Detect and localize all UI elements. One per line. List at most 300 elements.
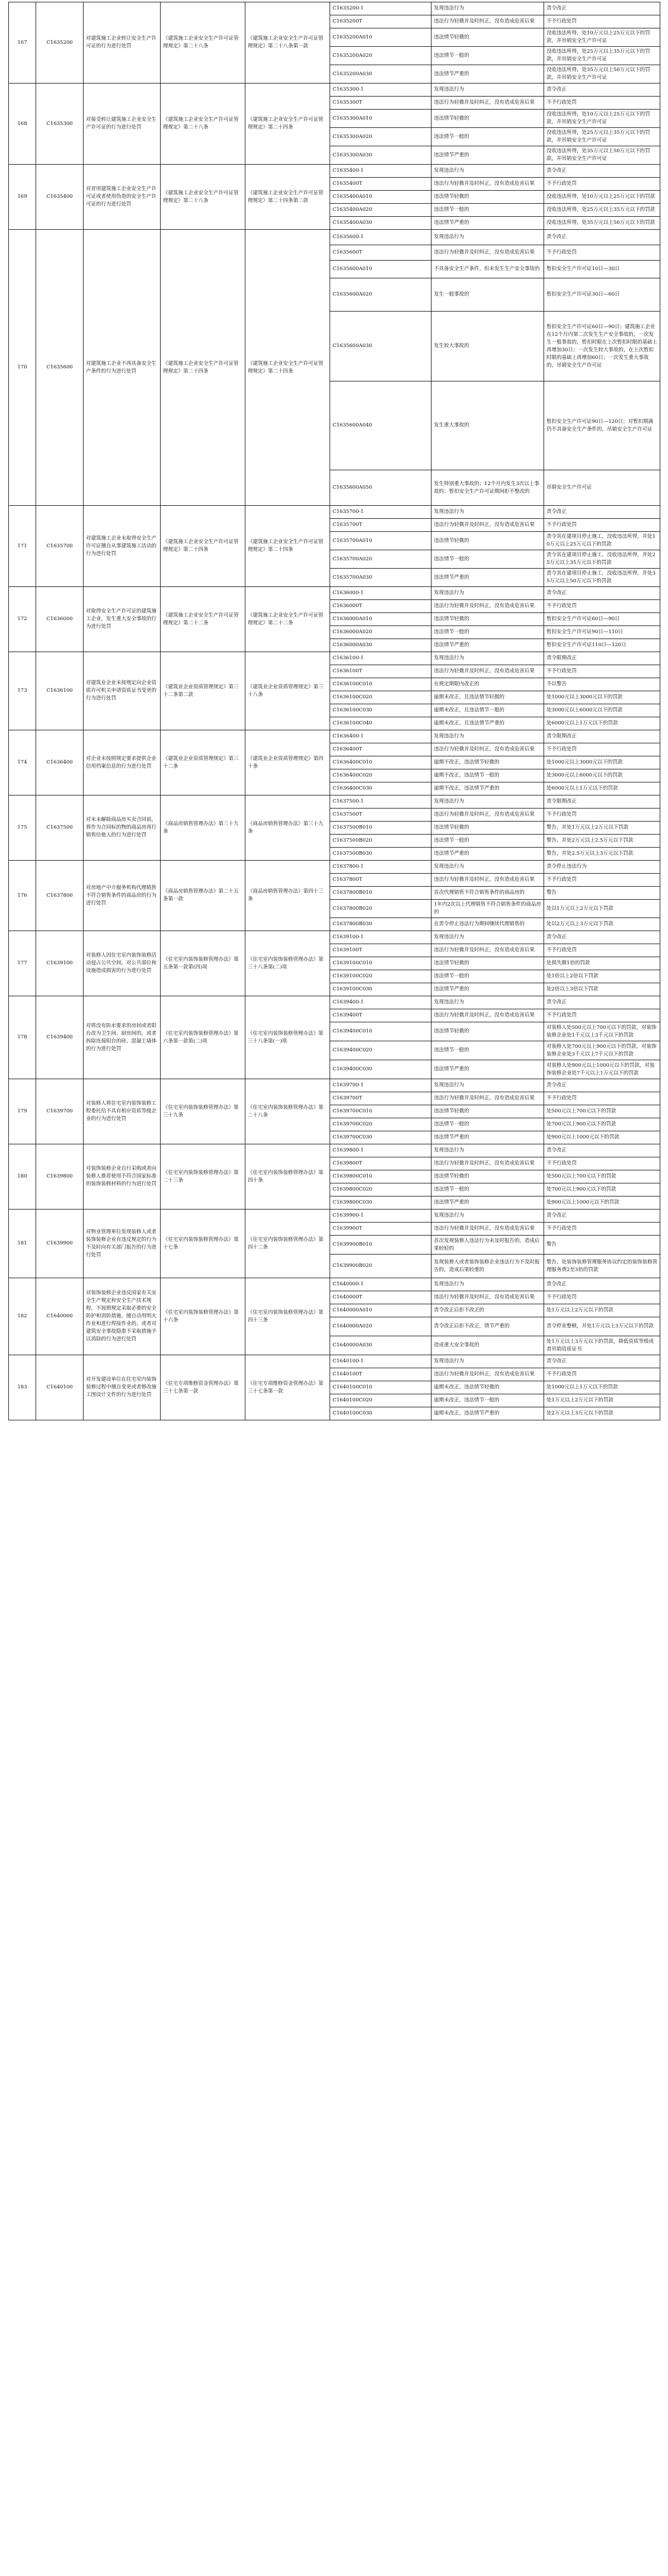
sub-code: C1637500-1 xyxy=(330,795,432,809)
sub-code: C1635200-1 xyxy=(330,2,432,15)
penalty-standard: 责令停业整顿，并处1万元以上3万元以下的罚款 xyxy=(544,1317,660,1336)
penalty-standard: 责令改正 xyxy=(544,2,660,15)
item-number: 179 xyxy=(9,1079,36,1144)
violation-circumstance: 违法情节严重的 xyxy=(432,1060,544,1079)
violation-circumstance: 违法情节一般的 xyxy=(432,550,544,569)
legal-basis: 《住宅室内装饰装修管理办法》第六条第一款第(二)项 xyxy=(161,996,245,1079)
violation-circumstance: 违法情节严重的 xyxy=(432,983,544,996)
sub-code: C1637800-1 xyxy=(330,861,432,874)
legal-basis: 《住宅室内装饰装修管理办法》第五条第一款第(四)项 xyxy=(161,931,245,996)
sub-code: C1636100-1 xyxy=(330,652,432,665)
sub-code: C1639100-1 xyxy=(330,931,432,944)
penalty-standard: 暂扣安全生产许可证30日—60日 xyxy=(544,278,660,312)
item-number: 183 xyxy=(9,1355,36,1420)
violation-circumstance: 发现违法行为 xyxy=(432,861,544,874)
penalty-basis: 《建筑施工企业安全生产许可证管理规定》第二十四条 xyxy=(245,84,330,165)
penalty-standard: 没收违法所得，处35万元以上50万元以下的罚款，并吊销安全生产许可证 xyxy=(544,65,660,84)
sub-code: C1636000A030 xyxy=(330,639,432,652)
penalty-standard: 吊销安全生产许可证 xyxy=(544,470,660,506)
sub-code: C1639700C030 xyxy=(330,1131,432,1144)
sub-code: C1639100T xyxy=(330,944,432,957)
violation-circumstance: 首次代理销售不符合销售条件的商品房的 xyxy=(432,887,544,900)
sub-code: C1635600A050 xyxy=(330,470,432,506)
violation-circumstance: 发现违法行为 xyxy=(432,230,544,245)
table-row xyxy=(9,230,660,245)
item-code: C1639800 xyxy=(36,1144,84,1210)
penalty-standard: 不予行政处罚 xyxy=(544,97,660,110)
penalty-standard: 处900元以上1000元以下的罚款 xyxy=(544,1196,660,1210)
table-row xyxy=(9,652,660,665)
sub-code: C1637500B020 xyxy=(330,835,432,848)
violation-circumstance: 违法行为轻微并及时纠正，没有造成危害后果 xyxy=(432,519,544,532)
violation-circumstance: 违法行为轻微并及时纠正，没有造成危害后果 xyxy=(432,809,544,822)
item-code: C1640100 xyxy=(36,1355,84,1420)
penalty-standard: 责令改正 xyxy=(544,230,660,245)
violation-circumstance: 责令改正后拒不改正，情节严重的 xyxy=(432,1317,544,1336)
sub-code: C1635300A010 xyxy=(330,110,432,128)
violation-circumstance: 违法情节一般的 xyxy=(432,1118,544,1131)
violation-circumstance: 发现违法行为 xyxy=(432,1144,544,1157)
sub-code: C1640100C020 xyxy=(330,1394,432,1407)
violation-circumstance: 违法情节严重的 xyxy=(432,146,544,165)
violation-circumstance: 造成重大安全事故的 xyxy=(432,1336,544,1355)
penalty-standard: 责令其在建项目停止施工，没收违法所得，并处35万元以上50万元以下的罚款 xyxy=(544,569,660,587)
legal-basis: 《建筑施工企业安全生产许可证管理规定》第二十四条 xyxy=(161,506,245,587)
penalty-basis: 《商品房销售管理办法》第三十九条 xyxy=(245,795,330,861)
penalty-standard: 责令改正 xyxy=(544,1079,660,1092)
violation-circumstance: 发现违法行为 xyxy=(432,1355,544,1368)
violation-circumstance: 违法行为轻微并及时纠正，没有造成危害后果 xyxy=(432,1009,544,1022)
penalty-standard: 不予行政处罚 xyxy=(544,178,660,191)
penalty-basis: 《住宅室内装饰装修管理办法》第二十八条 xyxy=(245,1079,330,1144)
sub-code: C1636100C020 xyxy=(330,691,432,704)
penalty-basis: 《住宅专项维修资金管理办法》第三十七条第一款 xyxy=(245,1355,330,1420)
violation-circumstance: 在责令停止违法行为期间继续代理销售的 xyxy=(432,918,544,931)
penalty-standard: 暂扣安全生产许可证90日—120日；对暂扣期满仍不具备安全生产条件的，吊销安全生产许可证 xyxy=(544,381,660,470)
penalty-standard: 对装修人处900元以上1000元以下的罚款，对装饰装修企业处7千元以上1万元以下的罚款 xyxy=(544,1060,660,1079)
violation-circumstance: 发现违法行为 xyxy=(432,165,544,178)
penalty-standard: 没收违法所得，处35万元以上50万元以下的罚款，并吊销安全生产许可证 xyxy=(544,146,660,165)
sub-code: C1635400T xyxy=(330,178,432,191)
violation-circumstance: 违法情节一般的 xyxy=(432,1041,544,1060)
penalty-standard: 没收违法所得，处25万元以上35万元以下的罚款，并吊销安全生产许可证 xyxy=(544,47,660,65)
item-code: C1639700 xyxy=(36,1079,84,1144)
sub-code: C1635200A030 xyxy=(330,65,432,84)
violation-circumstance: 违法情节轻微的 xyxy=(432,532,544,550)
penalty-standard: 责令改正 xyxy=(544,1210,660,1223)
penalty-standard: 对装修人处500元以上700元以下的罚款，对装饰装修企业处1千元以上3千元以下的罚款 xyxy=(544,1022,660,1041)
violation-circumstance: 违法情节严重的 xyxy=(432,639,544,652)
violation-circumstance: 违法行为轻微并及时纠正，没有造成危害后果 xyxy=(432,665,544,678)
penalty-standard: 责令改正 xyxy=(544,587,660,600)
penalty-basis: 《住宅室内装饰装修管理办法》第四十三条 xyxy=(245,1278,330,1355)
table-row xyxy=(9,861,660,874)
table-row xyxy=(9,84,660,97)
violation-circumstance: 发生较大事故的 xyxy=(432,312,544,381)
penalty-standard: 处3000元以上6000元以下的罚款 xyxy=(544,704,660,717)
penalty-standard: 责令改正 xyxy=(544,931,660,944)
penalty-standard: 警告，处装饰装修管理服务协议约定的装饰装修管理服务费2至3倍的罚款 xyxy=(544,1255,660,1278)
sub-code: C1635400A030 xyxy=(330,217,432,230)
item-number: 170 xyxy=(9,230,36,506)
item-number: 169 xyxy=(9,165,36,230)
penalty-standard: 不予行政处罚 xyxy=(544,1157,660,1170)
document-page xyxy=(8,0,660,1420)
penalty-standard: 处700元以上900元以下的罚款 xyxy=(544,1183,660,1196)
item-name: 对装修人将住宅室内装饰装修工程委托给不具有相应资质等级企业的行为进行处罚 xyxy=(84,1079,161,1144)
sub-code: C1635600A040 xyxy=(330,381,432,470)
violation-circumstance: 逾期未改正，且违法情节一般的 xyxy=(432,704,544,717)
violation-circumstance: 违法情节严重的 xyxy=(432,848,544,861)
sub-code: C1640100T xyxy=(330,1368,432,1381)
sub-code: C1639100C010 xyxy=(330,957,432,970)
sub-code: C1640100C010 xyxy=(330,1381,432,1394)
item-code: C1635200 xyxy=(36,2,84,84)
sub-code: C1639400C030 xyxy=(330,1060,432,1079)
violation-circumstance: 逾期不改正，违法情节轻微的 xyxy=(432,756,544,769)
penalty-standard: 处1倍以上2倍以下罚款 xyxy=(544,970,660,983)
penalty-standard: 暂扣安全生产许可证10日—30日 xyxy=(544,261,660,278)
penalty-standard: 处以2万元以上3万元以下罚款 xyxy=(544,918,660,931)
sub-code: C1639100C020 xyxy=(330,970,432,983)
violation-circumstance: 逾期未改正，且违法情节严重的 xyxy=(432,717,544,730)
sub-code: C1636400-1 xyxy=(330,730,432,743)
legal-basis: 《住宅室内装饰装修管理办法》第十七条 xyxy=(161,1210,245,1278)
sub-code: C1637500T xyxy=(330,809,432,822)
penalty-basis: 《建筑施工企业安全生产许可证管理规定》第二十四条 xyxy=(245,506,330,587)
item-name: 对装修人因住宅室内装饰装修活动侵占公共空间，对公共部位和设施造成损害的行为进行处罚 xyxy=(84,931,161,996)
sub-code: C1636100C030 xyxy=(330,704,432,717)
legal-basis: 《建筑业企业资质管理规定》第三十二条第二款 xyxy=(161,652,245,730)
sub-code: C1636100C010 xyxy=(330,678,432,691)
sub-code: C1635400A020 xyxy=(330,204,432,217)
penalty-basis: 《住宅室内装饰装修管理办法》第四十二条 xyxy=(245,1210,330,1278)
violation-circumstance: 发现违法行为 xyxy=(432,1079,544,1092)
penalty-standard: 予以警告 xyxy=(544,678,660,691)
penalty-standard: 不予行政处罚 xyxy=(544,245,660,261)
item-number: 167 xyxy=(9,2,36,84)
violation-circumstance: 违法情节轻微的 xyxy=(432,110,544,128)
penalty-standard: 不予行政处罚 xyxy=(544,809,660,822)
item-number: 177 xyxy=(9,931,36,996)
legal-basis: 《建筑施工企业安全生产许可证管理规定》第二十四条 xyxy=(161,230,245,506)
violation-circumstance: 发现违法行为 xyxy=(432,730,544,743)
table-row xyxy=(9,587,660,600)
item-code: C1635700 xyxy=(36,506,84,587)
item-name: 对房地产中介服务机构代理销售不符合销售条件的商品房的行为进行处罚 xyxy=(84,861,161,931)
item-name: 对物业管理单位发现装修人或者装饰装修企业有违反规定的行为不及时向有关部门报告的行为进行处罚 xyxy=(84,1210,161,1278)
item-code: C1640000 xyxy=(36,1278,84,1355)
sub-code: C1639700C020 xyxy=(330,1118,432,1131)
item-number: 175 xyxy=(9,795,36,861)
sub-code: C1635200A010 xyxy=(330,28,432,47)
penalty-standard: 处损失额1倍的罚款 xyxy=(544,957,660,970)
violation-circumstance: 违法行为轻微并及时纠正，没有造成危害后果 xyxy=(432,97,544,110)
violation-circumstance: 逾期未改正，且违法情节轻微的 xyxy=(432,691,544,704)
item-name: 对建筑施工企业不再具备安全生产条件的行为进行处罚 xyxy=(84,230,161,506)
item-name: 对装饰装修企业自行采购或者向装修人推荐使用不符合国家标准的装饰装修材料的行为进行处罚 xyxy=(84,1144,161,1210)
item-code: C1639900 xyxy=(36,1210,84,1278)
penalty-basis: 《建筑业企业资质管理规定》第四十条 xyxy=(245,730,330,795)
sub-code: C1637500B030 xyxy=(330,848,432,861)
penalty-standard: 处1万元以上3万元以下的罚款，降低资质等级或者吊销资质证书 xyxy=(544,1336,660,1355)
violation-circumstance: 违法情节轻微的 xyxy=(432,28,544,47)
sub-code: C1636100C040 xyxy=(330,717,432,730)
penalty-standard: 责令停止违法行为 xyxy=(544,861,660,874)
penalty-standard: 暂扣安全生产许可证110日—120日 xyxy=(544,639,660,652)
item-number: 168 xyxy=(9,84,36,165)
violation-circumstance: 发现违法行为 xyxy=(432,931,544,944)
penalty-standard: 没收违法所得，处10万元以上25万元以下的罚款，并吊销安全生产许可证 xyxy=(544,110,660,128)
penalty-standard: 责令改正 xyxy=(544,1355,660,1368)
item-code: C1636100 xyxy=(36,652,84,730)
sub-code: C1637800B030 xyxy=(330,918,432,931)
penalty-standard: 处700元以上900元以下的罚款 xyxy=(544,1118,660,1131)
item-code: C1639100 xyxy=(36,931,84,996)
legal-basis: 《建筑施工企业安全生产许可证管理规定》第二十八条 xyxy=(161,165,245,230)
penalty-standard: 责令改正 xyxy=(544,84,660,97)
sub-code: C1635700T xyxy=(330,519,432,532)
legal-basis: 《商品房销售管理办法》第三十九条 xyxy=(161,795,245,861)
sub-code: C1636400C010 xyxy=(330,756,432,769)
penalty-standard: 警告 xyxy=(544,887,660,900)
table-row xyxy=(9,795,660,809)
penalty-standard: 责令改正 xyxy=(544,1278,660,1291)
violation-circumstance: 违法情节严重的 xyxy=(432,1196,544,1210)
violation-circumstance: 发现违法行为 xyxy=(432,587,544,600)
sub-code: C1635300A030 xyxy=(330,146,432,165)
violation-circumstance: 违法行为轻微并及时纠正，没有造成危害后果 xyxy=(432,743,544,756)
penalty-standard: 不予行政处罚 xyxy=(544,519,660,532)
sub-code: C1639400C020 xyxy=(330,1041,432,1060)
violation-circumstance: 违法情节轻微的 xyxy=(432,957,544,970)
sub-code: C1639900T xyxy=(330,1223,432,1236)
penalty-standard: 责令改正 xyxy=(544,165,660,178)
legal-basis: 《建筑施工企业安全生产许可证管理规定》第二十八条 xyxy=(161,2,245,84)
penalty-standard: 责令限期改正 xyxy=(544,652,660,665)
penalty-standard: 没收违法所得，处10万元以上25万元以下的罚款 xyxy=(544,191,660,204)
violation-circumstance: 违法行为轻微并及时纠正，没有造成危害后果 xyxy=(432,1291,544,1304)
item-number: 180 xyxy=(9,1144,36,1210)
penalty-standard: 处2万元以上3万元以下的罚款 xyxy=(544,1407,660,1420)
item-number: 178 xyxy=(9,996,36,1079)
violation-circumstance: 发现违法行为 xyxy=(432,1210,544,1223)
violation-circumstance: 发现违法行为 xyxy=(432,996,544,1009)
sub-code: C1635200A020 xyxy=(330,47,432,65)
violation-circumstance: 逾期未改正，违法情节严重的 xyxy=(432,1407,544,1420)
violation-circumstance: 违法情节一般的 xyxy=(432,204,544,217)
violation-circumstance: 违法行为轻微并及时纠正，没有造成危害后果 xyxy=(432,874,544,887)
violation-circumstance: 逾期不改正，违法情节一般的 xyxy=(432,769,544,782)
violation-circumstance: 发生重大事故的 xyxy=(432,381,544,470)
item-code: C1636400 xyxy=(36,730,84,795)
violation-circumstance: 违法行为轻微并及时纠正，没有造成危害后果 xyxy=(432,1157,544,1170)
sub-code: C1636400T xyxy=(330,743,432,756)
violation-circumstance: 发生一般事故的 xyxy=(432,278,544,312)
sub-code: C1635600T xyxy=(330,245,432,261)
table-row xyxy=(9,1278,660,1291)
sub-code: C1635300A020 xyxy=(330,128,432,146)
legal-basis: 《住宅室内装饰装修管理办法》第三十九条 xyxy=(161,1079,245,1144)
violation-circumstance: 发现违法行为 xyxy=(432,652,544,665)
penalty-standard: 不予行政处罚 xyxy=(544,1092,660,1105)
sub-code: C1635700-1 xyxy=(330,506,432,519)
violation-circumstance: 违法情节严重的 xyxy=(432,1131,544,1144)
sub-code: C1640000-1 xyxy=(330,1278,432,1291)
legal-basis: 《建筑施工企业安全生产许可证管理规定》第二十二条 xyxy=(161,587,245,652)
penalty-standard: 责令限期改正 xyxy=(544,730,660,743)
legal-basis: 《建筑施工企业安全生产许可证管理规定》第二十八条 xyxy=(161,84,245,165)
legal-basis: 《住宅室内装饰装修管理办法》第十六条 xyxy=(161,1278,245,1355)
penalty-standard: 没收违法所得，处25万元以上35万元以下的罚款，并吊销安全生产许可证 xyxy=(544,128,660,146)
penalty-standard: 不予行政处罚 xyxy=(544,15,660,28)
penalty-standard: 处1000元以上3000元以下的罚款 xyxy=(544,756,660,769)
sub-code: C1639800T xyxy=(330,1157,432,1170)
violation-circumstance: 违法行为轻微并及时纠正，没有造成危害后果 xyxy=(432,245,544,261)
table-row xyxy=(9,506,660,519)
sub-code: C1640000A030 xyxy=(330,1336,432,1355)
violation-circumstance: 违法行为轻微并及时纠正，没有造成危害后果 xyxy=(432,15,544,28)
violation-circumstance: 发现违法行为 xyxy=(432,2,544,15)
penalty-standard: 责令其在建项目停止施工，没收违法所得，并处25万元以上35万元以下的罚款 xyxy=(544,550,660,569)
item-name: 对企业未按照规定要求提供企业信用档案信息的行为进行处罚 xyxy=(84,730,161,795)
penalty-basis: 《建筑施工企业安全生产许可证管理规定》第二十八条第一款 xyxy=(245,2,330,84)
violation-circumstance: 违法行为轻微并及时纠正，没有造成危害后果 xyxy=(432,1092,544,1105)
sub-code: C1635700A020 xyxy=(330,550,432,569)
violation-circumstance: 违法情节轻微的 xyxy=(432,191,544,204)
penalty-standard: 没收违法所得，处25万元以上35万元以下的罚款 xyxy=(544,204,660,217)
penalty-standard: 不予行政处罚 xyxy=(544,1368,660,1381)
table-row xyxy=(9,1079,660,1092)
item-name: 对接受转让建筑施工企业安全生产许可证的行为进行处罚 xyxy=(84,84,161,165)
sub-code: C1637800B020 xyxy=(330,900,432,918)
sub-code: C1639800C010 xyxy=(330,1170,432,1183)
penalty-standard: 处500元以上700元以下的罚款 xyxy=(544,1170,660,1183)
sub-code: C1639900B010 xyxy=(330,1236,432,1255)
penalty-standard: 警告，并处1万元以上2万元以下罚款 xyxy=(544,822,660,835)
violation-circumstance: 在规定期限内改正的 xyxy=(432,678,544,691)
penalty-standard: 处1万元以上2万元以下的罚款 xyxy=(544,1304,660,1317)
violation-circumstance: 发现违法行为 xyxy=(432,795,544,809)
sub-code: C1639400-1 xyxy=(330,996,432,1009)
violation-circumstance: 逾期未改正，违法情节轻微的 xyxy=(432,1381,544,1394)
item-name: 对冒用建筑施工企业安全生产许可证或者使用伪造的安全生产许可证的行为进行处罚 xyxy=(84,165,161,230)
violation-circumstance: 违法情节一般的 xyxy=(432,626,544,639)
violation-circumstance: 违法情节严重的 xyxy=(432,569,544,587)
sub-code: C1636000A010 xyxy=(330,613,432,626)
sub-code: C1640100-1 xyxy=(330,1355,432,1368)
penalty-standard: 责令改正 xyxy=(544,1144,660,1157)
penalty-basis: 《建筑施工企业安全生产许可证管理规定》第二十二条 xyxy=(245,587,330,652)
penalty-standard: 暂扣安全生产许可证60日—90日 xyxy=(544,613,660,626)
sub-code: C1640000A010 xyxy=(330,1304,432,1317)
violation-circumstance: 违法情节轻微的 xyxy=(432,1105,544,1118)
sub-code: C1635400-1 xyxy=(330,165,432,178)
penalty-basis: 《商品房销售管理办法》第四十三条 xyxy=(245,861,330,931)
table-row xyxy=(9,730,660,743)
penalty-standard: 警告，并处2.5万元以上3万元以下罚款 xyxy=(544,848,660,861)
penalty-standard: 不予行政处罚 xyxy=(544,743,660,756)
penalty-standard: 警告，并处2万元以上2.5万元以下罚款 xyxy=(544,835,660,848)
legal-basis: 《商品房销售管理办法》第二十五条第一款 xyxy=(161,861,245,931)
table-row xyxy=(9,1144,660,1157)
sub-code: C1635300T xyxy=(330,97,432,110)
item-name: 对开发建设单位在住宅室内装饰装修过程中擅自变更或者修改施工图设计文件的行为进行处罚 xyxy=(84,1355,161,1420)
penalty-standard: 责令改正 xyxy=(544,506,660,519)
item-number: 173 xyxy=(9,652,36,730)
sub-code: C1635700A030 xyxy=(330,569,432,587)
item-name: 对将没有防水要求的房间或者阳台改为卫生间、厨房间的，或者拆除连接阳台的砖、混凝土墙体的行为进行处罚 xyxy=(84,996,161,1079)
table-row xyxy=(9,931,660,944)
violation-circumstance: 违法行为轻微并及时纠正，没有造成危害后果 xyxy=(432,944,544,957)
item-code: C1635300 xyxy=(36,84,84,165)
violation-circumstance: 违法情节严重的 xyxy=(432,217,544,230)
penalty-standard: 暂扣安全生产许可证90日—110日 xyxy=(544,626,660,639)
violation-circumstance: 责令改正后拒不改正的 xyxy=(432,1304,544,1317)
sub-code: C1639900-1 xyxy=(330,1210,432,1223)
sub-code: C1639800-1 xyxy=(330,1144,432,1157)
violation-circumstance: 1年内2次以上代理销售不符合销售条件的商品房的 xyxy=(432,900,544,918)
penalty-standard: 处2倍以上3倍以下罚款 xyxy=(544,983,660,996)
item-name: 对建筑业企业未按规定向企业资质许可机关申请资质证书变更的行为进行处罚 xyxy=(84,652,161,730)
penalty-basis: 《住宅室内装饰装修管理办法》第三十八条第(二)项 xyxy=(245,931,330,996)
violation-circumstance: 发现违法行为 xyxy=(432,84,544,97)
penalty-standard: 不予行政处罚 xyxy=(544,944,660,957)
item-number: 172 xyxy=(9,587,36,652)
penalty-standard: 对装修人处700元以上900元以下的罚款，对装饰装修企业处3千元以上7千元以下的罚款 xyxy=(544,1041,660,1060)
sub-code: C1635600A010 xyxy=(330,261,432,278)
legal-basis: 《住宅专项维修资金管理办法》第三十七条第一款 xyxy=(161,1355,245,1420)
violation-circumstance: 发现装修人或者装饰装修企业违法行为不及时报告的，造成后果较重的 xyxy=(432,1255,544,1278)
sub-code: C1635700A010 xyxy=(330,532,432,550)
penalty-standard: 不予行政处罚 xyxy=(544,1009,660,1022)
item-code: C1635400 xyxy=(36,165,84,230)
violation-circumstance: 违法情节一般的 xyxy=(432,1183,544,1196)
table-row xyxy=(9,1210,660,1223)
table-row xyxy=(9,2,660,15)
violation-circumstance: 不具备安全生产条件，但未发生生产安全事故的 xyxy=(432,261,544,278)
penalty-standard: 责令其在建项目停止施工，没收违法所得，并处10万元以上25万元以下的罚款 xyxy=(544,532,660,550)
violation-circumstance: 违法行为轻微并及时纠正，没有造成危害后果 xyxy=(432,600,544,613)
item-code: C1636000 xyxy=(36,587,84,652)
sub-code: C1636100T xyxy=(330,665,432,678)
item-number: 181 xyxy=(9,1210,36,1278)
sub-code: C1639800C030 xyxy=(330,1196,432,1210)
violation-circumstance: 违法情节一般的 xyxy=(432,47,544,65)
penalty-standard: 暂扣安全生产许可证60日—90日；建筑施工企业在12个月内第二次发生生产安全事故的，一次发生一般事故的，暂扣时限在上次暂扣时限的基础上再增加30日；一次发生较大事故的，在上次暂扣时限的基础上再增加60日；一次发生重大事故的，吊销安全生产许可证 xyxy=(544,312,660,381)
sub-code: C1636000T xyxy=(330,600,432,613)
item-number: 176 xyxy=(9,861,36,931)
legal-basis: 《住宅室内装饰装修管理办法》第二十三条 xyxy=(161,1144,245,1210)
penalty-standard: 不予行政处罚 xyxy=(544,1291,660,1304)
penalty-basis: 《建筑业企业资质管理规定》第三十八条 xyxy=(245,652,330,730)
sub-code: C1640100C030 xyxy=(330,1407,432,1420)
violation-circumstance: 违法情节一般的 xyxy=(432,970,544,983)
sub-code: C1635300-1 xyxy=(330,84,432,97)
penalty-basis: 《住宅室内装饰装修管理办法》第三十八条第(一)项 xyxy=(245,996,330,1079)
sub-code: C1639100C030 xyxy=(330,983,432,996)
sub-code: C1639700C010 xyxy=(330,1105,432,1118)
item-number: 174 xyxy=(9,730,36,795)
sub-code: C1636000A020 xyxy=(330,626,432,639)
penalty-standard: 处6000元以上1万元以下的罚款 xyxy=(544,782,660,795)
violation-circumstance: 违法情节严重的 xyxy=(432,65,544,84)
item-number: 182 xyxy=(9,1278,36,1355)
violation-circumstance: 发生特别重大事故的；12个月内发生3次以上事故的；暂扣安全生产许可证期间拒不整改的 xyxy=(432,470,544,506)
violation-circumstance: 违法情节轻微的 xyxy=(432,1170,544,1183)
sub-code: C1636000-1 xyxy=(330,587,432,600)
item-code: C1637500 xyxy=(36,795,84,861)
